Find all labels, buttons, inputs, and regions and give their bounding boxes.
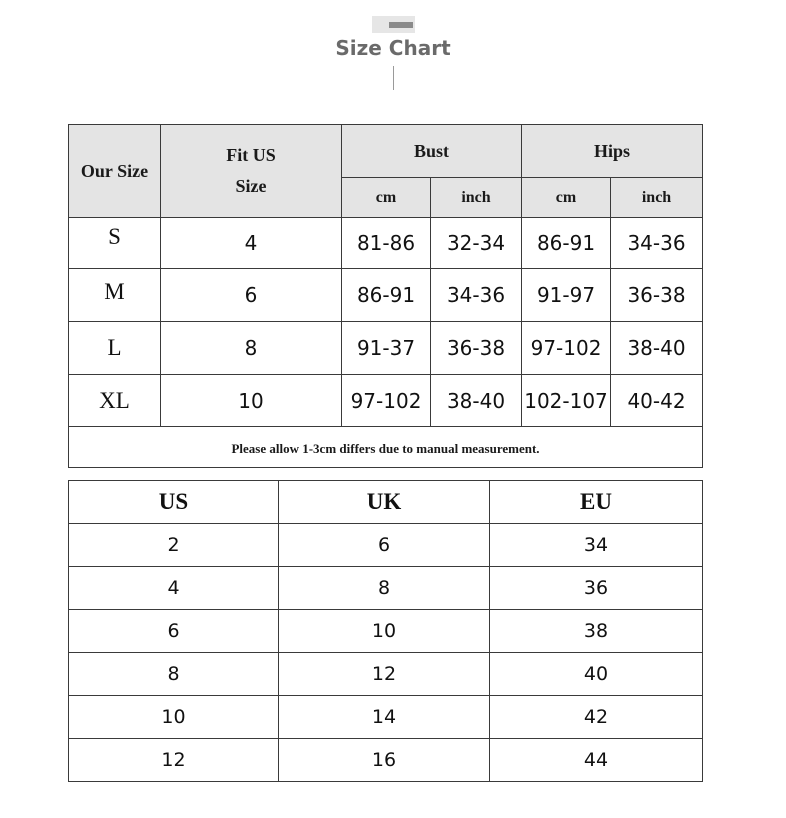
bust-inch-cell: 36-38 xyxy=(431,322,522,375)
bust-cm-cell: 81-86 xyxy=(342,218,431,269)
bust-inch-cell: 32-34 xyxy=(431,218,522,269)
eu-cell: 38 xyxy=(490,610,703,653)
size-table xyxy=(68,124,703,468)
hips-inch-cell: 36-38 xyxy=(611,269,703,322)
table-row xyxy=(69,567,703,610)
bust-cm-cell: 86-91 xyxy=(342,269,431,322)
uk-cell: 10 xyxy=(279,610,490,653)
bust-cm-cell: 97-102 xyxy=(342,375,431,427)
eu-cell: 40 xyxy=(490,653,703,696)
size-conversion-table xyxy=(68,480,703,782)
header-bust-inch: inch xyxy=(431,178,522,218)
table-row xyxy=(69,322,703,375)
header-hips: Hips xyxy=(522,125,703,178)
hips-cm-cell: 97-102 xyxy=(522,322,611,375)
header-fit-us-line1: Fit US xyxy=(226,145,276,165)
us-cell: 12 xyxy=(69,739,279,782)
our-size-cell: S xyxy=(69,218,161,269)
header-fit-us-line2: Size xyxy=(235,176,267,196)
eu-cell: 34 xyxy=(490,524,703,567)
hips-cm-cell: 102-107 xyxy=(522,375,611,427)
header-hips-cm: cm xyxy=(522,178,611,218)
header-uk: UK xyxy=(279,481,490,524)
fit-us-cell: 4 xyxy=(161,218,342,269)
fit-us-cell: 6 xyxy=(161,269,342,322)
us-cell: 2 xyxy=(69,524,279,567)
eu-cell: 44 xyxy=(490,739,703,782)
us-cell: 8 xyxy=(69,653,279,696)
uk-cell: 12 xyxy=(279,653,490,696)
us-cell: 4 xyxy=(69,567,279,610)
table-row xyxy=(69,696,703,739)
table-row xyxy=(69,653,703,696)
header-decoration xyxy=(372,16,415,33)
header-bust-cm: cm xyxy=(342,178,431,218)
header-hips-inch: inch xyxy=(611,178,703,218)
hips-cm-cell: 91-97 xyxy=(522,269,611,322)
eu-cell: 42 xyxy=(490,696,703,739)
hips-inch-cell: 34-36 xyxy=(611,218,703,269)
fit-us-cell: 8 xyxy=(161,322,342,375)
hips-cm-cell: 86-91 xyxy=(522,218,611,269)
table-row xyxy=(69,375,703,427)
uk-cell: 8 xyxy=(279,567,490,610)
us-cell: 6 xyxy=(69,610,279,653)
header-fit-us-size xyxy=(161,125,342,218)
header-eu: EU xyxy=(490,481,703,524)
bust-cm-cell: 91-37 xyxy=(342,322,431,375)
table-row xyxy=(69,524,703,567)
our-size-cell: M xyxy=(69,269,161,322)
us-cell: 10 xyxy=(69,696,279,739)
uk-cell: 6 xyxy=(279,524,490,567)
hips-inch-cell: 40-42 xyxy=(611,375,703,427)
bust-inch-cell: 38-40 xyxy=(431,375,522,427)
header-decoration-bar xyxy=(389,22,413,28)
eu-cell: 36 xyxy=(490,567,703,610)
our-size-cell: XL xyxy=(69,375,161,427)
our-size-cell: L xyxy=(69,322,161,375)
page-title: Size Chart xyxy=(335,36,451,60)
table-row xyxy=(69,610,703,653)
table-row xyxy=(69,269,703,322)
table-row xyxy=(69,739,703,782)
uk-cell: 16 xyxy=(279,739,490,782)
bust-inch-cell: 34-36 xyxy=(431,269,522,322)
header-us: US xyxy=(69,481,279,524)
uk-cell: 14 xyxy=(279,696,490,739)
header-our-size: Our Size xyxy=(69,125,161,218)
header-bust: Bust xyxy=(342,125,522,178)
hips-inch-cell: 38-40 xyxy=(611,322,703,375)
measurement-note: Please allow 1-3cm differs due to manual measurement. xyxy=(69,427,703,468)
table-row xyxy=(69,218,703,269)
title-divider xyxy=(393,66,394,90)
fit-us-cell: 10 xyxy=(161,375,342,427)
